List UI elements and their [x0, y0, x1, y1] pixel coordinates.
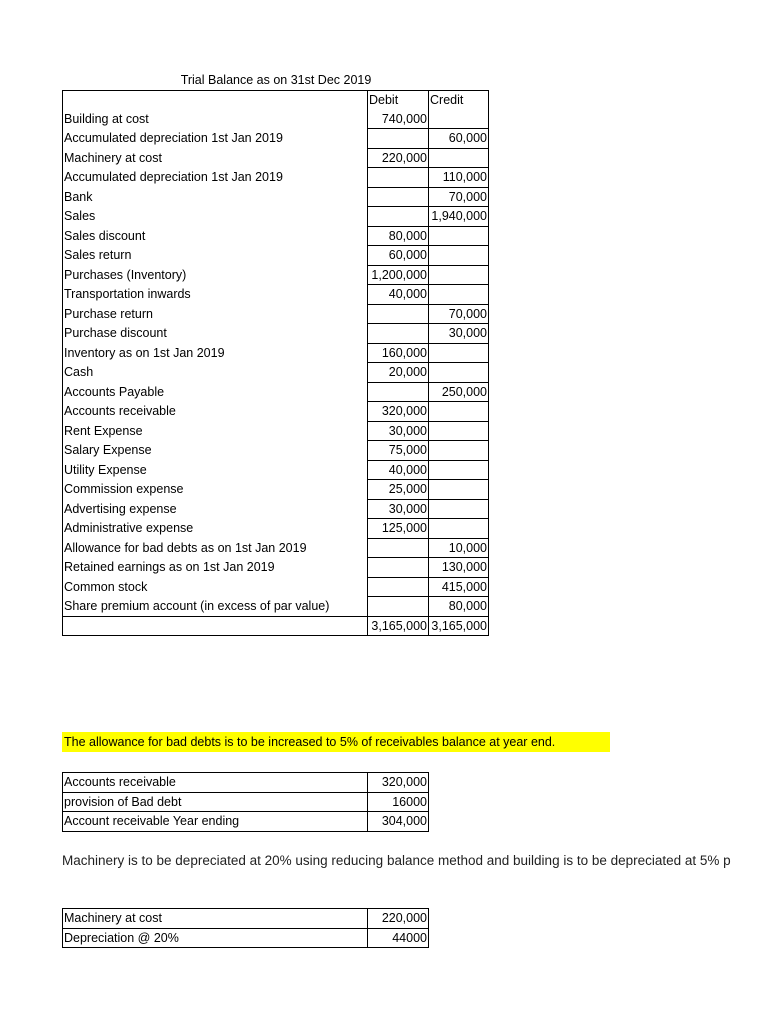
trial-balance-header-row [63, 91, 489, 110]
credit-cell [429, 265, 489, 285]
debit-cell: 60,000 [368, 246, 429, 266]
table-row [63, 597, 489, 617]
debit-cell [368, 207, 429, 227]
table-row [63, 909, 429, 929]
debit-cell [368, 168, 429, 188]
credit-cell: 80,000 [429, 597, 489, 617]
credit-cell: 250,000 [429, 382, 489, 402]
total-debit: 3,165,000 [368, 616, 429, 636]
account-cell: Advertising expense [64, 501, 177, 516]
allowance-note: The allowance for bad debts is to be increased to 5% of receivables balance at year end. [62, 732, 610, 752]
account-cell: Utility Expense [64, 462, 147, 477]
debit-cell [368, 304, 429, 324]
debit-cell [368, 129, 429, 149]
account-cell: Rent Expense [64, 423, 143, 438]
table-row [63, 538, 489, 558]
credit-cell [429, 110, 489, 129]
account-cell: Sales discount [64, 228, 146, 243]
credit-cell: 130,000 [429, 558, 489, 578]
account-cell: Purchases (Inventory) [64, 267, 187, 282]
debit-cell: 1,200,000 [368, 265, 429, 285]
table-row [63, 148, 489, 168]
table-row [63, 773, 429, 793]
debit-cell [368, 382, 429, 402]
account-cell: Accounts receivable [64, 404, 176, 418]
credit-cell [429, 421, 489, 441]
account-cell: Share premium account (in excess of par value) [64, 598, 330, 613]
account-cell: Inventory as on 1st Jan 2019 [64, 345, 225, 360]
debit-cell: 40,000 [368, 285, 429, 305]
account-header-cell [63, 91, 368, 110]
credit-cell [429, 226, 489, 246]
credit-cell: 10,000 [429, 538, 489, 558]
credit-cell: 70,000 [429, 304, 489, 324]
table-row [63, 129, 489, 149]
debit-cell: 80,000 [368, 226, 429, 246]
debit-cell: 25,000 [368, 480, 429, 500]
account-cell: Machinery at cost [64, 150, 162, 165]
table-row [63, 207, 489, 227]
account-cell: Retained earnings as on 1st Jan 2019 [64, 560, 275, 574]
account-cell: Salary Expense [64, 443, 152, 457]
table-row [63, 558, 489, 578]
debit-cell [368, 187, 429, 207]
table-row [63, 304, 489, 324]
table-row [63, 519, 489, 539]
credit-cell [429, 148, 489, 168]
debit-cell: 740,000 [368, 110, 429, 129]
table-row [63, 421, 489, 441]
receivables-table [62, 772, 429, 832]
credit-cell [429, 499, 489, 519]
table-row [63, 110, 489, 129]
sheet-title: Trial Balance as on 31st Dec 2019 [180, 73, 372, 87]
credit-cell [429, 402, 489, 422]
account-cell: Sales return [64, 248, 132, 262]
table-row [63, 499, 489, 519]
credit-cell: 70,000 [429, 187, 489, 207]
label-cell: Accounts receivable [63, 773, 368, 793]
account-cell: Common stock [64, 579, 148, 594]
debit-cell: 20,000 [368, 363, 429, 383]
credit-header: Credit [429, 91, 489, 110]
table-row [63, 363, 489, 383]
credit-cell: 30,000 [429, 324, 489, 344]
credit-cell: 110,000 [429, 168, 489, 188]
credit-cell [429, 363, 489, 383]
account-cell: Purchase return [64, 306, 153, 321]
label-cell: Depreciation @ 20% [63, 928, 368, 948]
credit-cell: 415,000 [429, 577, 489, 597]
debit-cell [368, 577, 429, 597]
account-cell: Purchase discount [64, 326, 167, 340]
label-cell: provision of Bad debt [63, 792, 368, 812]
debit-cell: 40,000 [368, 460, 429, 480]
credit-cell: 1,940,000 [429, 207, 489, 227]
debit-header: Debit [368, 91, 429, 110]
credit-cell [429, 460, 489, 480]
value-cell: 16000 [368, 792, 429, 812]
debit-cell: 75,000 [368, 441, 429, 461]
account-cell: Sales [64, 209, 96, 223]
value-cell: 304,000 [368, 812, 429, 832]
totals-row [63, 616, 489, 636]
debit-cell: 30,000 [368, 499, 429, 519]
table-row [63, 441, 489, 461]
account-cell: Commission expense [64, 482, 184, 496]
value-cell: 220,000 [368, 909, 429, 929]
table-row [63, 460, 489, 480]
table-row [63, 246, 489, 266]
debit-cell [368, 324, 429, 344]
table-row [63, 402, 489, 422]
depreciation-note: Machinery is to be depreciated at 20% using reducing balance method and building is to be depreciated at 5% p [62, 853, 731, 868]
table-row [63, 187, 489, 207]
account-cell: Administrative expense [64, 521, 194, 535]
debit-cell: 125,000 [368, 519, 429, 539]
trial-balance-table [62, 90, 489, 636]
account-cell: Transportation inwards [64, 287, 191, 301]
credit-cell [429, 285, 489, 305]
credit-cell [429, 480, 489, 500]
table-row [63, 792, 429, 812]
table-row [63, 168, 489, 188]
table-row [63, 226, 489, 246]
table-row [63, 285, 489, 305]
table-row [63, 577, 489, 597]
account-cell: Bank [64, 189, 93, 204]
credit-cell [429, 246, 489, 266]
label-cell: Account receivable Year ending [63, 812, 368, 832]
account-cell: Accumulated depreciation 1st Jan 2019 [64, 170, 283, 184]
account-cell: Cash [64, 365, 94, 379]
credit-cell [429, 519, 489, 539]
credit-cell: 60,000 [429, 129, 489, 149]
credit-cell [429, 343, 489, 363]
value-cell: 44000 [368, 928, 429, 948]
value-cell: 320,000 [368, 773, 429, 793]
debit-cell [368, 597, 429, 617]
debit-cell: 30,000 [368, 421, 429, 441]
debit-cell [368, 558, 429, 578]
table-row [63, 480, 489, 500]
table-row [63, 343, 489, 363]
table-row [63, 324, 489, 344]
table-row [63, 812, 429, 832]
depreciation-table [62, 908, 429, 948]
account-cell: Accounts Payable [64, 384, 165, 399]
table-row [63, 928, 429, 948]
debit-cell: 220,000 [368, 148, 429, 168]
label-cell: Machinery at cost [63, 909, 368, 929]
account-cell: Building at cost [64, 111, 149, 126]
totals-label-cell [63, 616, 368, 636]
account-cell: Accumulated depreciation 1st Jan 2019 [64, 131, 283, 145]
debit-cell: 160,000 [368, 343, 429, 363]
account-cell: Allowance for bad debts as on 1st Jan 2019 [64, 540, 307, 555]
table-row [63, 265, 489, 285]
credit-cell [429, 441, 489, 461]
total-credit: 3,165,000 [429, 616, 489, 636]
debit-cell: 320,000 [368, 402, 429, 422]
table-row [63, 382, 489, 402]
debit-cell [368, 538, 429, 558]
